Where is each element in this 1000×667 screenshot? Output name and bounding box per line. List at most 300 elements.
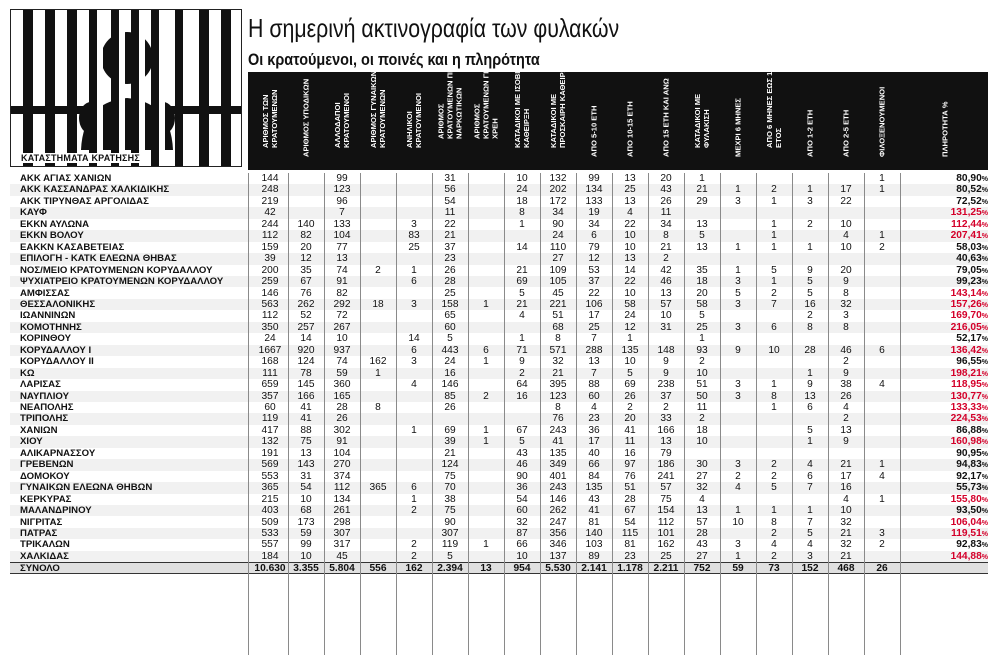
occupancy-value: 80,52 (956, 184, 982, 196)
table-cell: 243 (549, 424, 567, 436)
occupancy-percent (918, 505, 988, 516)
prison-name: ΜΑΛΑΝΔΡΙΝΟΥ (20, 505, 92, 517)
table-cell: 13 (696, 505, 708, 517)
table-cell: 13 (660, 287, 672, 299)
table-cell (756, 207, 792, 218)
table-cell (792, 230, 828, 241)
prison-name: ΛΑΡΙΣΑΣ (20, 379, 61, 391)
table-cell: 54 (300, 482, 312, 494)
table-cell (468, 413, 504, 424)
column-header (927, 72, 963, 170)
table-cell (360, 391, 396, 402)
table-cell (360, 459, 396, 470)
prison-name: ΔΟΜΟΚΟΥ (20, 470, 70, 482)
table-cell (720, 173, 756, 184)
table-cell: 17 (840, 470, 852, 482)
table-cell: 13 (300, 447, 312, 459)
table-cell: 18 (516, 195, 528, 207)
table-cell (720, 402, 756, 413)
table-cell (288, 207, 324, 218)
occupancy-percent (918, 368, 988, 379)
occupancy-percent (918, 482, 988, 493)
occupancy-percent (918, 253, 988, 264)
table-cell (720, 333, 756, 344)
table-cell: 2 (879, 241, 885, 253)
table-cell: 4 (843, 230, 849, 242)
table-cell: 267 (333, 321, 351, 333)
column-header-label: ΚΑΤΑΔΙΚΟΙ ΜΕ ΙΣΟΒΙΑ ΚΑΘΕΙΡΞΗ (513, 66, 531, 148)
table-cell: 78 (300, 367, 312, 379)
table-cell: 10 (840, 241, 852, 253)
percent-sign: % (981, 473, 988, 481)
prison-name: ΤΡΙΚΑΛΩΝ (20, 539, 70, 551)
table-cell: 557 (261, 539, 279, 551)
table-row (10, 436, 988, 447)
table-cell: 76 (624, 470, 636, 482)
table-row (10, 391, 988, 402)
table-cell: 51 (552, 310, 564, 322)
table-cell: 10 (300, 493, 312, 505)
table-cell (468, 322, 504, 333)
table-cell: 1 (483, 356, 489, 368)
table-cell: 2 (627, 402, 633, 413)
occupancy-value: 119,51 (951, 527, 982, 539)
table-cell (468, 219, 504, 230)
table-cell: 133 (585, 195, 603, 207)
table-cell: 10 (840, 218, 852, 230)
table-cell: 3 (843, 310, 849, 322)
table-cell: 112 (261, 310, 279, 322)
table-cell: 21 (516, 298, 528, 310)
table-cell: 10 (624, 241, 636, 253)
table-cell (864, 391, 900, 402)
table-cell: 6 (411, 482, 417, 494)
table-cell: 1 (771, 402, 777, 413)
table-cell: 68 (552, 321, 564, 333)
table-cell: 4 (879, 379, 885, 391)
table-cell (468, 230, 504, 241)
table-cell: 41 (300, 413, 312, 425)
column-header-label: ΑΛΛΟΔΑΠΟΙ ΚΡΑΤΟΥΜΕΝΟΙ (333, 93, 351, 148)
table-cell: 91 (336, 436, 348, 448)
column-divider (720, 173, 721, 655)
table-cell (468, 196, 504, 207)
table-cell (756, 310, 792, 321)
table-cell: 563 (261, 298, 279, 310)
occupancy-value: 118,95 (951, 379, 982, 391)
column-divider (248, 173, 249, 655)
table-cell: 21 (696, 184, 708, 196)
occupancy-value: 143,14 (950, 287, 982, 299)
table-cell (864, 253, 900, 264)
occupancy-value: 131,25 (950, 207, 982, 219)
table-cell: 64 (516, 379, 528, 391)
table-cell (720, 356, 756, 367)
table-cell (360, 173, 396, 184)
table-cell: 119 (261, 413, 279, 425)
table-cell: 145 (297, 379, 315, 391)
percent-sign: % (981, 256, 988, 264)
table-cell: 2 (771, 287, 777, 299)
table-cell: 7 (807, 482, 813, 494)
table-cell (828, 253, 864, 264)
table-cell: 26 (336, 413, 348, 425)
percent-sign: % (981, 405, 988, 412)
table-cell: 87 (516, 527, 528, 539)
table-cell (396, 436, 432, 447)
column-divider (504, 173, 505, 655)
occupancy-percent (918, 184, 988, 195)
table-cell (360, 528, 396, 539)
column-divider (360, 173, 361, 655)
table-cell: 191 (261, 447, 279, 459)
occupancy-value: 224,53 (950, 413, 982, 425)
table-cell (288, 173, 324, 184)
prison-name: ΝΑΥΠΛΙΟΥ (20, 390, 69, 402)
occupancy-value: 106,04 (950, 516, 982, 528)
column-divider (828, 173, 829, 655)
page-subtitle: Οι κρατούμενοι, οι ποινές και η πληρότητα (248, 50, 540, 69)
table-cell: 2 (807, 218, 813, 230)
table-row (10, 299, 988, 310)
column-header (468, 66, 504, 170)
table-cell: 202 (549, 184, 567, 196)
table-cell: 307 (333, 527, 351, 539)
table-cell: 257 (297, 321, 315, 333)
table-cell: 2 (771, 470, 777, 482)
table-cell: 109 (549, 264, 567, 276)
table-cell: 124 (441, 459, 459, 471)
prison-bars-icon (11, 10, 242, 167)
table-cell (360, 219, 396, 230)
table-cell: 67 (516, 424, 528, 436)
table-cell: 3 (879, 527, 885, 539)
table-cell (360, 471, 396, 482)
table-cell: 133 (333, 218, 351, 230)
table-cell: 18 (372, 298, 384, 310)
table-cell (864, 333, 900, 344)
table-cell (864, 551, 900, 562)
table-cell (864, 207, 900, 218)
prison-name: ΑΚΚ ΤΙΡΥΝΘΑΣ ΑΡΓΟΛΙΔΑΣ (20, 195, 149, 207)
table-cell: 1 (735, 241, 741, 253)
prison-name: ΣΥΝΟΛΟ (20, 563, 60, 575)
occupancy-percent (918, 219, 988, 230)
table-cell: 22 (840, 195, 852, 207)
table-cell (468, 253, 504, 264)
table-cell: 32 (840, 539, 852, 551)
table-cell (396, 459, 432, 470)
column-header-label: ΑΡΙΘΜΟΣ ΚΡΑΤΟΥΜΕΝΩΝ ΠΕΡΙ ΝΑΡΚΩΤΙΚΩΝ (436, 60, 464, 139)
table-cell: 3 (735, 321, 741, 333)
table-cell: 8 (771, 390, 777, 402)
table-cell: 22 (444, 218, 456, 230)
table-cell: 51 (696, 379, 708, 391)
table-cell: 1 (807, 436, 813, 448)
prison-name: ΚΕΡΚΥΡΑΣ (20, 493, 72, 505)
table-cell: 2 (807, 310, 813, 322)
table-cell (720, 528, 756, 539)
occupancy-value: 79,05 (956, 264, 982, 276)
table-cell: 134 (585, 184, 603, 196)
table-cell: 104 (333, 447, 351, 459)
table-cell: 166 (657, 424, 675, 436)
table-cell (468, 368, 504, 379)
table-cell: 99 (336, 173, 348, 184)
percent-sign: % (981, 301, 988, 309)
column-divider (468, 173, 469, 655)
table-cell (396, 413, 432, 424)
table-cell: 219 (261, 195, 279, 207)
table-cell: 137 (549, 550, 567, 562)
table-cell: 72 (336, 310, 348, 322)
table-cell: 11 (444, 207, 456, 219)
column-header-label: ΚΑΤΑΔΙΚΟΙ ΜΕ ΠΡΟΣΚΑΙΡΗ ΚΑΘΕΙΡΞΗ (549, 61, 567, 148)
occupancy-value: 130,77 (950, 390, 982, 402)
table-cell: 1 (699, 333, 705, 345)
table-cell: 28 (696, 527, 708, 539)
table-cell (396, 448, 432, 459)
table-cell: 1 (519, 333, 525, 345)
table-row (10, 402, 988, 413)
table-cell: 1 (879, 493, 885, 505)
table-cell: 1.178 (617, 563, 643, 575)
table-cell (684, 448, 720, 459)
table-cell (468, 482, 504, 493)
percent-sign: % (981, 324, 988, 332)
table-cell: 28 (444, 276, 456, 288)
column-header-label: ΑΠΟ 2-5 ΕΤΗ (841, 109, 851, 157)
table-cell (360, 551, 396, 562)
table-cell: 9 (807, 264, 813, 276)
table-cell: 9 (735, 344, 741, 356)
table-cell: 2 (735, 470, 741, 482)
table-cell (468, 173, 504, 184)
table-cell: 1 (807, 184, 813, 196)
column-header (324, 72, 360, 170)
table-cell: 18 (696, 424, 708, 436)
table-cell: 20 (624, 413, 636, 425)
table-cell: 2 (879, 539, 885, 551)
occupancy-percent (918, 494, 988, 505)
table-cell (468, 402, 504, 413)
percent-sign: % (981, 187, 988, 195)
column-divider (576, 173, 577, 655)
table-cell: 1 (771, 218, 777, 230)
table-cell: 152 (801, 563, 819, 575)
table-cell: 82 (336, 287, 348, 299)
table-cell: 93 (696, 344, 708, 356)
table-cell (288, 196, 324, 207)
table-cell: 91 (336, 276, 348, 288)
table-cell (720, 219, 756, 230)
table-cell: 4 (699, 493, 705, 505)
table-cell: 243 (549, 482, 567, 494)
table-cell (864, 322, 900, 333)
table-cell: 262 (297, 298, 315, 310)
table-cell: 8 (663, 230, 669, 242)
table-cell: 13 (660, 436, 672, 448)
percent-sign: % (981, 439, 988, 447)
table-cell: 21 (840, 459, 852, 471)
table-cell: 166 (297, 390, 315, 402)
table-cell: 1 (483, 539, 489, 551)
table-cell (432, 413, 468, 424)
column-header-label: ΜΕΧΡΙ 6 ΜΗΝΕΣ (733, 98, 743, 157)
table-cell: 99 (588, 173, 600, 184)
table-cell: 162 (657, 539, 675, 551)
table-cell (396, 184, 432, 195)
percent-sign: % (981, 313, 988, 321)
table-cell (720, 436, 756, 447)
table-cell: 317 (333, 539, 351, 551)
occupancy-percent (918, 379, 988, 390)
table-row (10, 288, 988, 299)
table-cell (396, 173, 432, 184)
table-cell: 357 (261, 390, 279, 402)
occupancy-value: 58,03 (956, 241, 982, 253)
table-cell: 14 (408, 333, 420, 345)
table-cell: 3 (411, 356, 417, 368)
table-cell: 1 (807, 367, 813, 379)
table-cell: 9 (843, 436, 849, 448)
table-cell: 140 (585, 527, 603, 539)
table-cell: 4 (879, 470, 885, 482)
table-cell: 29 (696, 195, 708, 207)
column-header (252, 72, 288, 170)
table-cell (360, 436, 396, 447)
column-header (828, 72, 864, 170)
table-cell: 14 (624, 264, 636, 276)
table-cell: 5 (771, 482, 777, 494)
table-cell: 146 (261, 287, 279, 299)
occupancy-value: 52,17 (956, 333, 982, 345)
table-cell: 82 (300, 230, 312, 242)
table-cell: 34 (552, 207, 564, 219)
table-cell (756, 436, 792, 447)
column-header-label: ΑΠΟ 6 ΜΗΝΕΣ ΕΩΣ 1 ΕΤΟΣ (765, 71, 783, 148)
table-cell: 13 (624, 173, 636, 184)
table-cell: 32 (840, 298, 852, 310)
table-cell: 101 (657, 527, 675, 539)
table-cell (864, 219, 900, 230)
table-cell: 298 (333, 516, 351, 528)
table-cell: 65 (444, 310, 456, 322)
table-cell: 75 (444, 505, 456, 517)
table-cell: 346 (549, 539, 567, 551)
table-cell (720, 368, 756, 379)
table-cell: 42 (660, 264, 672, 276)
table-cell: 16 (840, 482, 852, 494)
table-cell: 10 (696, 367, 708, 379)
table-cell: 920 (297, 344, 315, 356)
table-cell: 1 (375, 367, 381, 379)
table-cell: 75 (300, 436, 312, 448)
table-cell (288, 184, 324, 195)
table-cell: 5.804 (329, 563, 355, 575)
table-cell: 81 (624, 539, 636, 551)
table-cell: 148 (657, 344, 675, 356)
table-cell: 3 (735, 390, 741, 402)
table-cell (864, 310, 900, 321)
table-cell: 2 (699, 356, 705, 368)
table-cell: 1 (879, 459, 885, 471)
table-cell (396, 517, 432, 528)
occupancy-percent (918, 448, 988, 459)
table-cell: 17 (588, 436, 600, 448)
table-cell (720, 413, 756, 424)
prison-name: ΕΠΙΛΟΓΗ - ΚΑΤΚ ΕΛΕΩΝΑ ΘΗΒΑΣ (20, 253, 177, 265)
table-cell: 13 (588, 356, 600, 368)
percent-sign: % (981, 382, 988, 390)
table-cell: 8 (555, 333, 561, 345)
table-cell: 1667 (258, 344, 282, 356)
table-cell: 21 (840, 550, 852, 562)
table-cell: 46 (840, 344, 852, 356)
table-cell: 10 (768, 344, 780, 356)
table-cell: 350 (261, 321, 279, 333)
table-cell: 10 (732, 516, 744, 528)
percent-sign: % (981, 198, 988, 206)
table-cell: 123 (333, 184, 351, 196)
prison-name: ΠΑΤΡΑΣ (20, 527, 58, 539)
column-header (360, 72, 396, 170)
table-cell: 52 (300, 310, 312, 322)
table-cell: 4 (843, 493, 849, 505)
table-cell (828, 333, 864, 344)
table-cell (828, 207, 864, 218)
table-cell: 76 (300, 287, 312, 299)
table-cell: 468 (837, 563, 855, 575)
table-cell (396, 322, 432, 333)
table-cell: 5 (519, 287, 525, 299)
table-cell: 43 (696, 539, 708, 551)
table-cell: 42 (264, 207, 276, 219)
table-cell: 33 (660, 413, 672, 425)
table-cell: 3 (411, 218, 417, 230)
table-cell: 158 (441, 298, 459, 310)
table-cell: 6 (483, 344, 489, 356)
table-cell: 4 (843, 402, 849, 413)
table-cell: 43 (516, 447, 528, 459)
table-cell: 21 (444, 230, 456, 242)
prison-name: ΧΑΝΙΩΝ (20, 424, 58, 436)
table-cell: 135 (549, 447, 567, 459)
table-cell: 6 (771, 321, 777, 333)
table-cell: 46 (660, 276, 672, 288)
table-cell: 5 (735, 287, 741, 299)
table-cell: 186 (657, 459, 675, 471)
occupancy-value: 55,73 (956, 482, 982, 494)
table-cell (720, 310, 756, 321)
occupancy-percent (918, 436, 988, 447)
table-cell: 5 (699, 230, 705, 242)
occupancy-percent (918, 299, 988, 310)
table-cell: 21 (660, 241, 672, 253)
table-cell (864, 505, 900, 516)
occupancy-value: 160,98 (950, 436, 982, 448)
occupancy-value: 169,70 (950, 310, 982, 322)
table-cell: 140 (297, 218, 315, 230)
table-cell: 1 (879, 173, 885, 184)
table-cell (720, 230, 756, 241)
table-cell (504, 402, 540, 413)
logo-caption: ΚΑΤΑΣΤΗΜΑΤΑ ΚΡΑΤΗΣΗΣ (21, 153, 143, 163)
table-cell: 4 (411, 379, 417, 391)
column-header-label: ΑΠΟ 15 ΕΤΗ ΚΑΙ ΑΝΩ (661, 78, 671, 157)
table-cell: 60 (264, 402, 276, 413)
table-cell: 26 (624, 390, 636, 402)
